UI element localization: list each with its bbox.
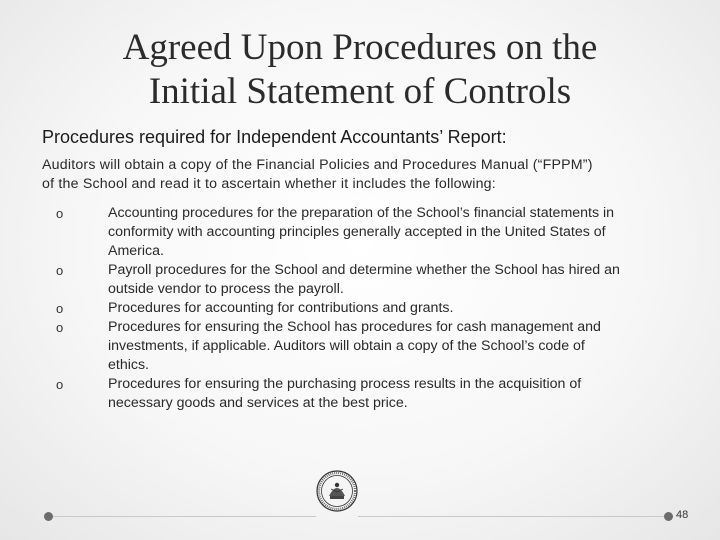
slide-title-line: Agreed Upon Procedures on the: [122, 27, 598, 68]
bullet-icon: o: [56, 206, 64, 221]
footer-divider-left: [48, 516, 316, 517]
intro-line: of the School and read it to ascertain whether it includes the following:: [42, 176, 496, 192]
bullet-icon: o: [56, 263, 64, 278]
list-item-line: Accounting procedures for the preparation of the School’s financial statements in: [108, 205, 615, 221]
section-heading: Procedures required for Independent Accountants’ Report:: [42, 127, 507, 147]
list-item-line: Procedures for ensuring the School has procedures for cash management and: [108, 319, 601, 335]
intro-paragraph: [42, 156, 692, 194]
list-item-line: investments, if applicable. Auditors will obtain a copy of the School’s code of: [108, 338, 585, 354]
list-item-line: Procedures for accounting for contributions and grants.: [108, 300, 454, 316]
list-item: [56, 375, 696, 413]
list-item: [56, 204, 696, 261]
list-item: [56, 261, 696, 299]
bullet-icon: o: [56, 320, 64, 335]
slide-title-line: Initial Statement of Controls: [148, 71, 572, 112]
list-item-line: necessary goods and services at the best price.: [108, 395, 408, 411]
page-number: 48: [676, 509, 689, 521]
bullet-icon: o: [56, 377, 64, 392]
list-item-line: America.: [108, 243, 164, 259]
footer-dot-left: [44, 512, 53, 521]
footer-divider-right: [358, 516, 666, 517]
list-item-line: Procedures for ensuring the purchasing process results in the acquisition of: [108, 376, 582, 392]
bullet-icon: o: [56, 301, 64, 316]
seal-logo-icon: [316, 470, 358, 512]
list-item: [56, 318, 696, 375]
list-item-line: conformity with accounting principles generally accepted in the United States of: [108, 224, 606, 240]
footer-dot-right: [664, 512, 673, 521]
intro-line: Auditors will obtain a copy of the Financial Policies and Procedures Manual (“FPPM”): [42, 157, 593, 173]
list-item-line: outside vendor to process the payroll.: [108, 281, 344, 297]
slide-title: [0, 26, 720, 114]
list-item: [56, 299, 696, 318]
list-item-line: Payroll procedures for the School and determine whether the School has hired an: [108, 262, 620, 278]
procedure-list: [56, 204, 696, 413]
list-item-line: ethics.: [108, 357, 150, 373]
